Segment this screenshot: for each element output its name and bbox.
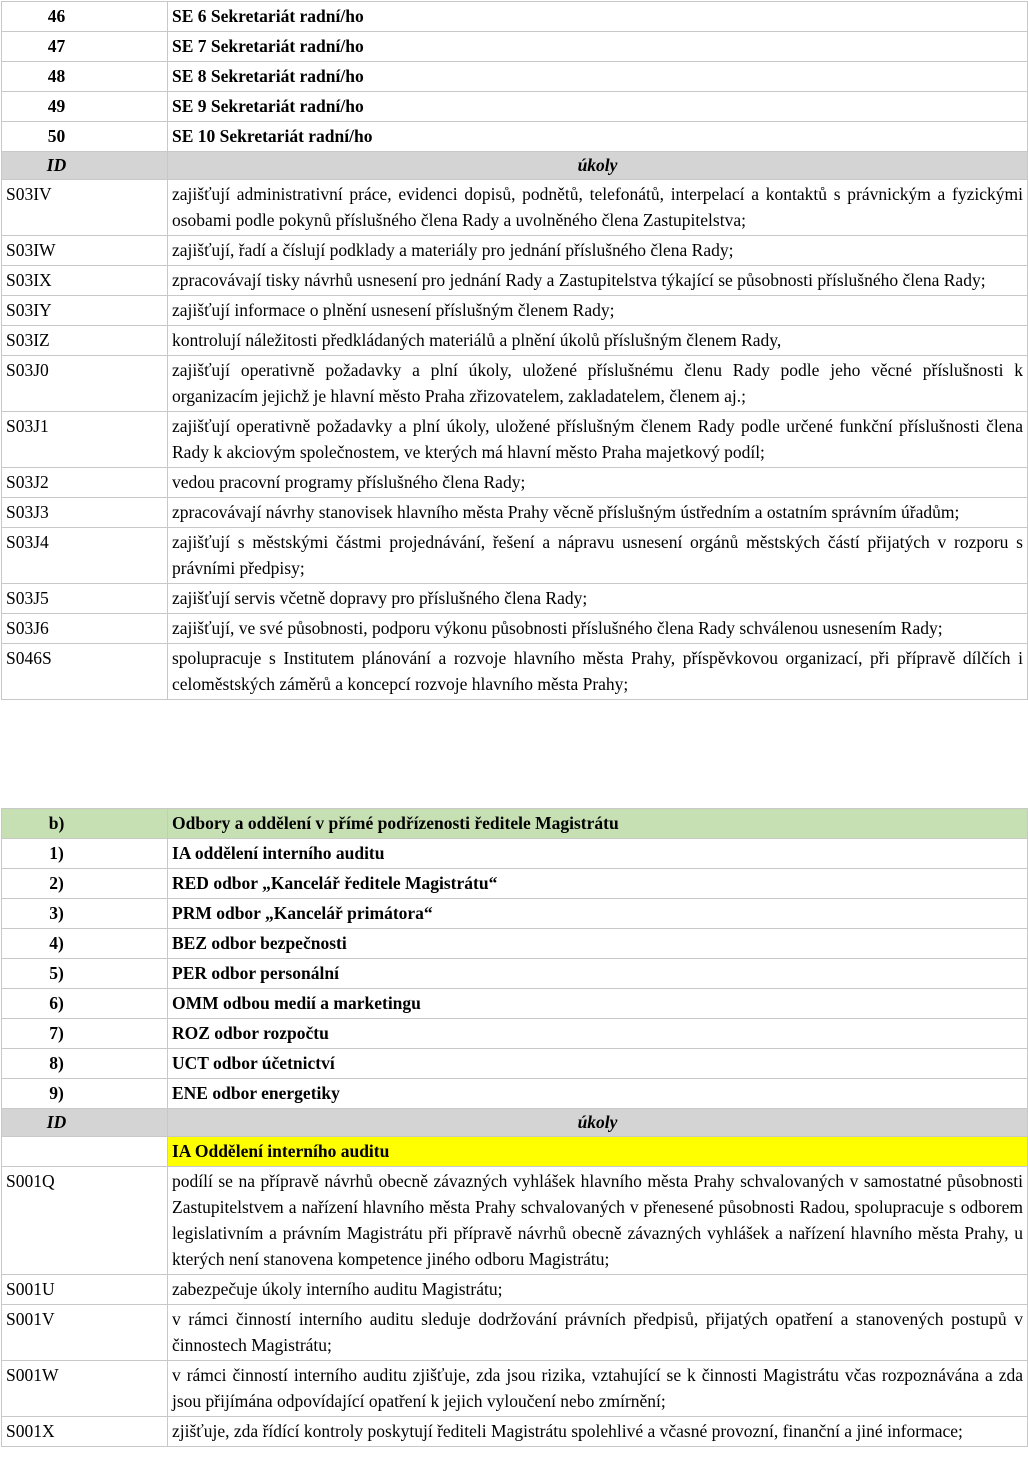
department-name: ENE odbor energetiky (168, 1079, 1028, 1109)
task-text: zajišťují, ve své působnosti, podporu výkonu působnosti příslušného člena Rady schválenou usnesením Rady; (168, 614, 1028, 644)
task-row (2, 1361, 1028, 1417)
table-row (2, 869, 1028, 899)
task-row (2, 180, 1028, 236)
task-text: zajišťují s městskými částmi projednávání, řešení a nápravu usnesení orgánů městských částí přijatých v rozporu s právními předpisy; (168, 528, 1028, 584)
task-row (2, 1305, 1028, 1361)
row-number: 3) (2, 899, 168, 929)
table-row (2, 1019, 1028, 1049)
task-id: S03IY (2, 296, 168, 326)
subsection-title: IA Oddělení interního auditu (168, 1137, 1028, 1167)
task-row (2, 528, 1028, 584)
task-id: S03IW (2, 236, 168, 266)
task-row (2, 644, 1028, 700)
id-column-header: ID (2, 1109, 168, 1137)
subsection-row (2, 1137, 1028, 1167)
task-row (2, 584, 1028, 614)
task-text: v rámci činností interního auditu zjišťuje, zda jsou rizika, vztahující se k činnosti Magistrátu včas rozpoznávána a zda jsou přijímána odpovídající opatření k jejich vyloučení nebo zmírnění; (168, 1361, 1028, 1417)
department-name: PER odbor personální (168, 959, 1028, 989)
task-text: zajišťují operativně požadavky a plní úkoly, uložené příslušnému členu Rady podle jeho věcné příslušnosti k organizacím jejichž je hlavní město Praha zřizovatelem, zakladatelem, členem aj.; (168, 356, 1028, 412)
department-name: UCT odbor účetnictví (168, 1049, 1028, 1079)
section-header-row (2, 809, 1028, 839)
row-number: 5) (2, 959, 168, 989)
department-name: SE 8 Sekretariát radní/ho (168, 62, 1028, 92)
task-id: S03IX (2, 266, 168, 296)
table-row (2, 62, 1028, 92)
row-number: 1) (2, 839, 168, 869)
task-text: zajišťují operativně požadavky a plní úkoly, uložené příslušným členem Rady podle určené funkční příslušnosti člena Rady k akciovým společnostem, ve kterých má hlavní město Praha majetkový podíl; (168, 412, 1028, 468)
table-row (2, 32, 1028, 62)
section-label: b) (2, 809, 168, 839)
table-row (2, 2, 1028, 32)
task-row (2, 326, 1028, 356)
row-number: 8) (2, 1049, 168, 1079)
task-text: vedou pracovní programy příslušného člena Rady; (168, 468, 1028, 498)
empty-id-cell (2, 1137, 168, 1167)
table-row (2, 1079, 1028, 1109)
id-column-header: ID (2, 152, 168, 180)
department-name: ROZ odbor rozpočtu (168, 1019, 1028, 1049)
task-text: zajišťují informace o plnění usnesení příslušným členem Rady; (168, 296, 1028, 326)
table-row (2, 929, 1028, 959)
task-row (2, 412, 1028, 468)
task-text: zajišťují servis včetně dopravy pro příslušného člena Rady; (168, 584, 1028, 614)
row-number: 9) (2, 1079, 168, 1109)
task-id: S03J5 (2, 584, 168, 614)
tasks-column-header: úkoly (168, 152, 1028, 180)
bottom-table (1, 808, 1028, 1447)
department-name: SE 10 Sekretariát radní/ho (168, 122, 1028, 152)
table-row (2, 989, 1028, 1019)
department-name: SE 9 Sekretariát radní/ho (168, 92, 1028, 122)
task-id: S001W (2, 1361, 168, 1417)
task-text: v rámci činností interního auditu sleduje dodržování právních předpisů, přijatých opatření a stanovených postupů v činnostech Magistrátu; (168, 1305, 1028, 1361)
task-row (2, 498, 1028, 528)
task-text: zajišťují, řadí a číslují podklady a materiály pro jednání příslušného člena Rady; (168, 236, 1028, 266)
task-row (2, 356, 1028, 412)
task-text: zpracovávají návrhy stanovisek hlavního města Prahy věcně příslušným ústředním a ostatním správním úřadům; (168, 498, 1028, 528)
task-row (2, 468, 1028, 498)
row-number: 6) (2, 989, 168, 1019)
tasks-column-header: úkoly (168, 1109, 1028, 1137)
row-number: 4) (2, 929, 168, 959)
table-row (2, 839, 1028, 869)
table-header-row (2, 152, 1028, 180)
task-row (2, 1417, 1028, 1447)
department-name: PRM odbor „Kancelář primátora“ (168, 899, 1028, 929)
task-id: S001V (2, 1305, 168, 1361)
top-table (1, 1, 1028, 700)
department-name: OMM odbou medií a marketingu (168, 989, 1028, 1019)
task-text: zajišťují administrativní práce, evidenci dopisů, podnětů, telefonátů, interpelací a kontaktů s právnickým a fyzickými osobami podle pokynů příslušného člena Rady a uvolněného člena Zastupitelstva; (168, 180, 1028, 236)
table-row (2, 122, 1028, 152)
table-row (2, 899, 1028, 929)
row-number: 7) (2, 1019, 168, 1049)
row-number: 47 (2, 32, 168, 62)
task-row (2, 1167, 1028, 1275)
row-number: 46 (2, 2, 168, 32)
task-id: S03J4 (2, 528, 168, 584)
table-row (2, 92, 1028, 122)
department-name: SE 6 Sekretariát radní/ho (168, 2, 1028, 32)
task-row (2, 296, 1028, 326)
task-row (2, 236, 1028, 266)
task-id: S03IZ (2, 326, 168, 356)
table-header-row (2, 1109, 1028, 1137)
table-row (2, 959, 1028, 989)
task-text: zabezpečuje úkoly interního auditu Magistrátu; (168, 1275, 1028, 1305)
task-id: S03J6 (2, 614, 168, 644)
task-id: S001U (2, 1275, 168, 1305)
task-id: S03J3 (2, 498, 168, 528)
task-text: kontrolují náležitosti předkládaných materiálů a plnění úkolů příslušným členem Rady, (168, 326, 1028, 356)
task-text: podílí se na přípravě návrhů obecně závazných vyhlášek hlavního města Prahy schvalovaných v samostatné působnosti Zastupitelstvem a nařízení hlavního města Prahy schvalovaných v přenesené působnosti Radou, spolupracuje s odborem legislativním a právním Magistrátu při přípravě návrhů obecně závazných vyhlášek a nařízení hlavního města Prahy, u kterých není stanovena kompetence jiného odboru Magistrátu; (168, 1167, 1028, 1275)
department-name: SE 7 Sekretariát radní/ho (168, 32, 1028, 62)
section-title: Odbory a oddělení v přímé podřízenosti ředitele Magistrátu (168, 809, 1028, 839)
task-id: S03J2 (2, 468, 168, 498)
task-id: S03J0 (2, 356, 168, 412)
row-number: 49 (2, 92, 168, 122)
task-id: S001Q (2, 1167, 168, 1275)
row-number: 50 (2, 122, 168, 152)
task-text: zjišťuje, zda řídící kontroly poskytují řediteli Magistrátu spolehlivé a včasné provozní, finanční a jiné informace; (168, 1417, 1028, 1447)
task-id: S03IV (2, 180, 168, 236)
task-row (2, 266, 1028, 296)
table-row (2, 1049, 1028, 1079)
task-text: zpracovávají tisky návrhů usnesení pro jednání Rady a Zastupitelstva týkající se působnosti příslušného člena Rady; (168, 266, 1028, 296)
task-id: S046S (2, 644, 168, 700)
task-id: S001X (2, 1417, 168, 1447)
department-name: RED odbor „Kancelář ředitele Magistrátu“ (168, 869, 1028, 899)
task-id: S03J1 (2, 412, 168, 468)
row-number: 2) (2, 869, 168, 899)
department-name: IA oddělení interního auditu (168, 839, 1028, 869)
department-name: BEZ odbor bezpečnosti (168, 929, 1028, 959)
task-text: spolupracuje s Institutem plánování a rozvoje hlavního města Prahy, příspěvkovou organizací, při přípravě dílčích i celoměstských záměrů a koncepcí rozvoje hlavního města Prahy; (168, 644, 1028, 700)
task-row (2, 614, 1028, 644)
task-row (2, 1275, 1028, 1305)
row-number: 48 (2, 62, 168, 92)
